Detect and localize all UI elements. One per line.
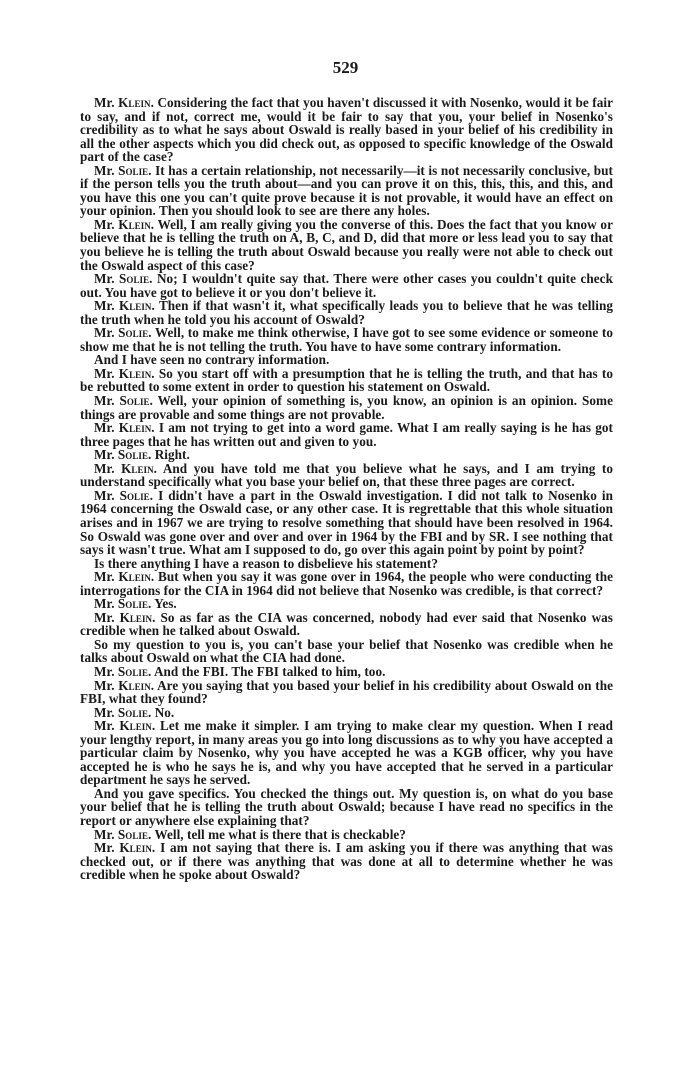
speaker-title: Mr.	[94, 487, 115, 503]
paragraph-text: So as far as the CIA was concerned, nobody had ever said that Nosenko was credible when he talked about Oswald.	[80, 609, 613, 639]
speaker-title: Mr.	[94, 609, 115, 625]
speaker-paragraph: Mr. Klein. Considering the fact that you haven't discussed it with Nosenko, would it be fair to say, and if not, correct me, would it be fair to say that you, your belief in Nosenko's credibility as to what he says about Oswald is really based in your belief of his credibility in all the other aspects which you did check out, as opposed to specific knowledge of the Oswald part of the case?	[80, 95, 613, 165]
speaker-name: Solie	[117, 447, 148, 463]
speaker-title: Mr.	[94, 447, 115, 463]
speaker-name: Solie	[119, 393, 150, 409]
speaker-name: Solie	[119, 271, 150, 287]
speaker-title: Mr.	[94, 420, 115, 436]
paragraph-text: No.	[154, 704, 175, 720]
continuation-paragraph	[80, 787, 613, 828]
paragraph-text: Well, your opinion of something is, you know, an opinion is an opinion. Some things are provable and some things are not provable.	[80, 393, 613, 422]
paragraph-text: So you start off with a presumption that he is telling the truth, and that has to be rebutted to some extent in order to question his statement on Oswald.	[80, 365, 613, 395]
paragraph-text: And I have seen no contrary information.	[94, 352, 330, 368]
paragraph-text: And the FBI. The FBI talked to him, too.	[153, 663, 386, 679]
speaker-name: Solie	[117, 704, 148, 720]
speaker-title: Mr.	[94, 216, 115, 232]
speaker-name: Solie	[118, 325, 149, 341]
speaker-paragraph: Mr. Klein. Then if that wasn't it, what specifically leads you to believe that he was telling the truth when he told you his account of Oswald?	[80, 298, 613, 327]
paragraph-text: I am not saying that there is. I am asking you if there was anything that was checked out, or if there was anything that was done at all to determine whether he was credible when he spoke about Oswald?	[80, 840, 613, 883]
speaker-title: Mr.	[94, 325, 115, 341]
speaker-title: Mr.	[94, 663, 115, 679]
speaker-paragraph: Mr. Klein. Well, I am really giving you the converse of this. Does the fact that you know or believe that he is telling the truth on A, B, C, and D, did that more or less lead you to say that you believe he is telling the truth about Oswald because you really were not able to check out the Oswald aspect of this case?	[80, 216, 613, 273]
speaker-title: Mr.	[94, 298, 115, 314]
speaker-paragraph: Mr. Solie. Well, to make me think otherwise, I have got to see some evidence or someone to show me that he is not telling the truth. You have to have some contrary information.	[80, 325, 613, 354]
paragraph-text: It has a certain relationship, not necessarily—it is not necessarily conclusive, but if the person tells you the truth about—and you can prove it on this, this, this, and this, and you have this one you can't quite prove because it is not provable, it would have an effect on your opinion. Then you should look to see are there any holes.	[80, 162, 613, 219]
paragraph-text: I am not trying to get into a word game. What I am really saying is he has got three pages that he has written out and given to you.	[80, 420, 613, 449]
speaker-paragraph: Mr. Klein. But when you say it was gone over in 1964, the people who were conducting the interrogations for the CIA in 1964 did not believe that Nosenko was credible, is that correct?	[80, 569, 613, 598]
speaker-paragraph: Mr. Klein. I am not trying to get into a word game. What I am really saying is he has got three pages that he has written out and given to you.	[80, 420, 613, 449]
speaker-paragraph: Mr. Klein. Are you saying that you based your belief in his credibility about Oswald on the FBI, what they found?	[80, 677, 613, 707]
speaker-title: Mr.	[94, 718, 115, 734]
speaker-name: Solie	[118, 162, 149, 178]
speaker-paragraph: Mr. Solie. I didn't have a part in the Oswald investigation. I did not talk to Nosenko in 1964 concerning the Oswald case, or any other case. It is regrettable that this whole situation arises and in 1967 we are trying to resolve something that should have been resolved in 1964. So Oswald was gone over and over and over in 1964 by the FBI and by SR. I see nothing that says it wasn't true. What am I supposed to do, go over this again point by point by point?	[80, 487, 613, 558]
paragraph-text: Well, I am really giving you the converse of this. Does the fact that you know or believe that he is telling the truth on A, B, C, and D, did that more or less lead you to say that you believe he is telling the truth about Oswald because you really were not able to check out the Oswald aspect of this case?	[80, 216, 613, 273]
speaker-title: Mr.	[94, 271, 115, 287]
speaker-title: Mr.	[94, 704, 115, 720]
speaker-name: Klein	[118, 216, 151, 232]
speaker-paragraph: Mr. Solie. No.	[94, 704, 175, 720]
speaker-name: Klein	[118, 365, 152, 381]
speaker-paragraph: Mr. Klein. So as far as the CIA was concerned, nobody had ever said that Nosenko was credible when he talked about Oswald.	[80, 609, 613, 639]
paragraph-text: Are you saying that you based your belief in his credibility about Oswald on the FBI, what they found?	[80, 677, 613, 707]
paragraph-text: Considering the fact that you haven't discussed it with Nosenko, would it be fair to say, and if not, correct me, would it be fair to say that you, your belief in Nosenko's credibility as to what he says about Oswald is really based in your belief of his credibility in all the other aspects which you did check out, as opposed to specific knowledge of the Oswald part of the case?	[80, 95, 613, 165]
speaker-name: Klein	[121, 460, 154, 476]
speaker-paragraph: Mr. Solie. Right.	[94, 447, 190, 463]
speaker-name: Solie	[117, 596, 148, 612]
paragraph-text: I didn't have a part in the Oswald investigation. I did not talk to Nosenko in 1964 concerning the Oswald case, or any other case. It is regrettable that this whole situation arises and in 1967 we are trying to resolve something that should have been resolved in 1964. So Oswald was gone over and over and over in 1964 by the FBI and by SR. I see nothing that says it wasn't true. What am I supposed to do, go over this again point by point by point?	[80, 487, 613, 558]
speaker-paragraph: Mr. Klein. I am not saying that there is. I am asking you if there was anything that was checked out, or if there was anything that was done at all to determine whether he was credible when he spoke about Oswald?	[80, 840, 613, 883]
speaker-name: Klein	[118, 677, 151, 693]
speaker-title: Mr.	[94, 365, 115, 381]
paragraph-text: And you gave specifics. You checked the things out. My question is, on what do you base your belief that he is telling the truth about Oswald; because I have read no specifics in the report or anywhere else explaining that?	[80, 785, 613, 828]
speaker-paragraph: Mr. Solie. And the FBI. The FBI talked to him, too.	[94, 663, 386, 679]
paragraph-text: Is there anything I have a reason to disbelieve his statement?	[94, 555, 439, 571]
speaker-paragraph: Mr. Solie. Well, your opinion of something is, you know, an opinion is an opinion. Some things are provable and some things are not provable.	[80, 393, 613, 422]
page-number: 529	[332, 58, 359, 77]
paragraph-text: And you have told me that you believe what he says, and I am trying to understand specifically what you base your belief on, that these three pages are correct.	[80, 460, 613, 490]
paragraph-text: So my question to you is, you can't base your belief that Nosenko was credible when he talks about Oswald on what the CIA had done.	[80, 636, 613, 666]
speaker-name: Klein	[118, 95, 151, 110]
speaker-title: Mr.	[94, 162, 115, 178]
speaker-paragraph: Mr. Klein. Let me make it simpler. I am trying to make clear my question. When I read your lengthy report, in many areas you go into long discussions as to why you have accepted a particular claim by Nosenko, why you have accepted he was a KGB officer, why you have accepted he is who he says he is, and why you have accepted that he served in a particular department he says he served.	[80, 718, 613, 788]
paragraph-text: Let me make it simpler. I am trying to make clear my question. When I read your lengthy report, in many areas you go into long discussions as to why you have accepted a particular claim by Nosenko, why you have accepted he was a KGB officer, why you have accepted he is who he says he is, and why you have accepted that he served in a particular department he says he served.	[80, 718, 613, 788]
speaker-paragraph: Mr. Solie. Well, tell me what is there that is checkable?	[94, 826, 406, 842]
speaker-title: Mr.	[94, 460, 115, 476]
speaker-name: Klein	[119, 840, 152, 856]
continuation-paragraph	[80, 638, 613, 665]
speaker-name: Klein	[118, 569, 151, 585]
transcript-body	[80, 96, 613, 882]
paragraph-text: Right.	[154, 447, 190, 463]
speaker-name: Klein	[119, 609, 153, 625]
paragraph-text: No; I wouldn't quite say that. There were other cases you couldn't quite check out. You have got to believe it or you don't believe it.	[80, 271, 613, 300]
speaker-paragraph: Mr. Klein. So you start off with a presumption that he is telling the truth, and that has to be rebutted to some extent in order to question his statement on Oswald.	[80, 365, 613, 395]
speaker-name: Solie	[117, 663, 148, 679]
speaker-title: Mr.	[94, 840, 115, 856]
speaker-name: Solie	[119, 487, 150, 503]
paragraph-text: Well, tell me what is there that is checkable?	[154, 826, 406, 842]
speaker-title: Mr.	[94, 95, 115, 110]
speaker-paragraph: Mr. Solie. Yes.	[94, 596, 177, 612]
speaker-paragraph: Mr. Solie. No; I wouldn't quite say that. There were other cases you couldn't quite check out. You have got to believe it or you don't believe it.	[80, 271, 613, 300]
continuation-paragraph	[80, 353, 613, 367]
paragraph-text: Then if that wasn't it, what specifically leads you to believe that he was telling the truth when he told you his account of Oswald?	[80, 298, 613, 327]
continuation-paragraph	[80, 557, 613, 571]
speaker-title: Mr.	[94, 569, 115, 585]
speaker-name: Solie	[117, 826, 148, 842]
speaker-name: Klein	[118, 420, 152, 436]
speaker-title: Mr.	[94, 393, 115, 409]
paragraph-text: Yes.	[154, 596, 177, 612]
paragraph-text: But when you say it was gone over in 1964, the people who were conducting the interrogations for the CIA in 1964 did not believe that Nosenko was credible, is that correct?	[80, 569, 613, 598]
speaker-paragraph: Mr. Klein. And you have told me that you believe what he says, and I am trying to understand specifically what you base your belief on, that these three pages are correct.	[80, 460, 613, 490]
paragraph-text: Well, to make me think otherwise, I have got to see some evidence or someone to show me that he is not telling the truth. You have to have some contrary information.	[80, 325, 613, 354]
speaker-paragraph: Mr. Solie. It has a certain relationship, not necessarily—it is not necessarily conclusive, but if the person tells you the truth about—and you can prove it on this, this, this, and this, and you have this one you can't quite prove because it is not provable, it would have an effect on your opinion. Then you should look to see are there any holes.	[80, 162, 613, 219]
speaker-title: Mr.	[94, 677, 115, 693]
speaker-name: Klein	[118, 298, 152, 314]
speaker-name: Klein	[119, 718, 152, 734]
speaker-title: Mr.	[94, 596, 115, 612]
speaker-title: Mr.	[94, 826, 115, 842]
